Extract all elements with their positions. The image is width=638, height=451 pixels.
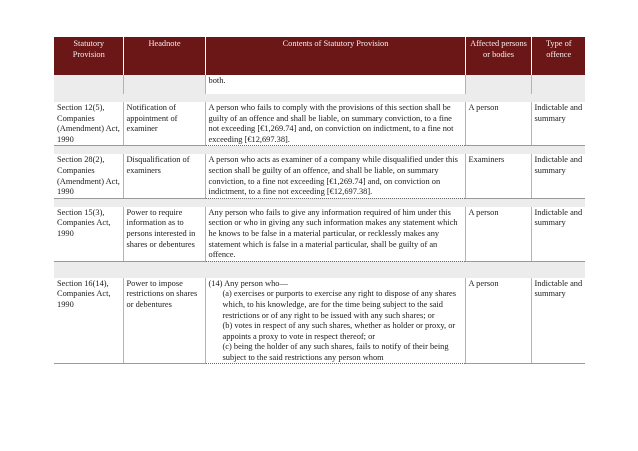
table-row [54, 278, 585, 364]
cell-affected: A person [465, 102, 531, 146]
cell-type: Indictable and summary [531, 102, 585, 146]
cell-contents [205, 278, 465, 364]
cell-type: Indictable and summary [531, 154, 585, 198]
cell-affected: Examiners [465, 154, 531, 198]
table-header [54, 37, 585, 75]
offences-table [54, 37, 585, 364]
contents-item-a: (a) exercises or purports to exercise any right to dispose of any shares which, to his knowledge, are for the time being subject to the said restrictions or of any right to be issued with any such shares; or [222, 289, 456, 320]
header-statutory-provision: Statutory Provision [54, 37, 123, 75]
contents-item-b: (b) votes in respect of any such shares, whether as holder or proxy, or appoints a proxy to vote in respect thereof; or [222, 321, 456, 341]
row-separator [54, 94, 585, 102]
cell-headnote: Power to impose restrictions on shares or debentures [123, 278, 205, 364]
table-row [54, 154, 585, 198]
header-affected: Affected persons or bodies [465, 37, 531, 75]
row-separator [54, 261, 585, 270]
cell-provision: Section 16(14), Companies Act, 1990 [54, 278, 123, 364]
cell-provision: Section 15(3), Companies Act, 1990 [54, 207, 123, 261]
cell-headnote: Notification of appointment of examiner [123, 102, 205, 146]
cell-headnote: Power to require information as to persons interested in shares or debentures [123, 207, 205, 261]
cell-provision: Section 12(5), Companies (Amendment) Act, 1990 [54, 102, 123, 146]
contents-intro: (14) Any person who— [208, 278, 288, 288]
header-contents: Contents of Statutory Provision [205, 37, 465, 75]
cell-type: Indictable and summary [531, 207, 585, 261]
continuation-text: both. [205, 75, 465, 94]
cell-contents: Any person who fails to give any information required of him under this section or who in giving any such information makes any statement which he knows to be false in a material particular, or recklessly makes any statement which is false in a material particular, shall be guilty of an offence. [205, 207, 465, 261]
cell-provision: Section 28(2), Companies (Amendment) Act, 1990 [54, 154, 123, 198]
table-row [54, 207, 585, 261]
cell-affected: A person [465, 207, 531, 261]
row-separator [54, 270, 585, 278]
contents-item-c: (c) being the holder of any such shares, fails to notify of their being subject to the said restrictions any person whom [222, 342, 449, 362]
header-type-of-offence: Type of offence [531, 37, 585, 75]
header-headnote: Headnote [123, 37, 205, 75]
row-separator [54, 198, 585, 207]
table-row [54, 102, 585, 146]
cell-type: Indictable and summary [531, 278, 585, 364]
row-separator [54, 146, 585, 155]
cell-headnote: Disqualification of examiners [123, 154, 205, 198]
cell-affected: A person [465, 278, 531, 364]
cell-contents: A person who fails to comply with the provisions of this section shall be guilty of an offence and shall be liable, on summary conviction, to a fine not exceeding [€1,269.74] and, on conviction on indictment, to a fine not exceeding [€12,697.38]. [205, 102, 465, 146]
continuation-row [54, 75, 585, 94]
cell-contents: A person who acts as examiner of a company while disqualified under this section shall be guilty of an offence, and shall be liable, on summary conviction, to a fine not exceeding [€1,269.74] and, on conviction on indictment, to a fine not exceeding [€12,697.38]. [205, 154, 465, 198]
